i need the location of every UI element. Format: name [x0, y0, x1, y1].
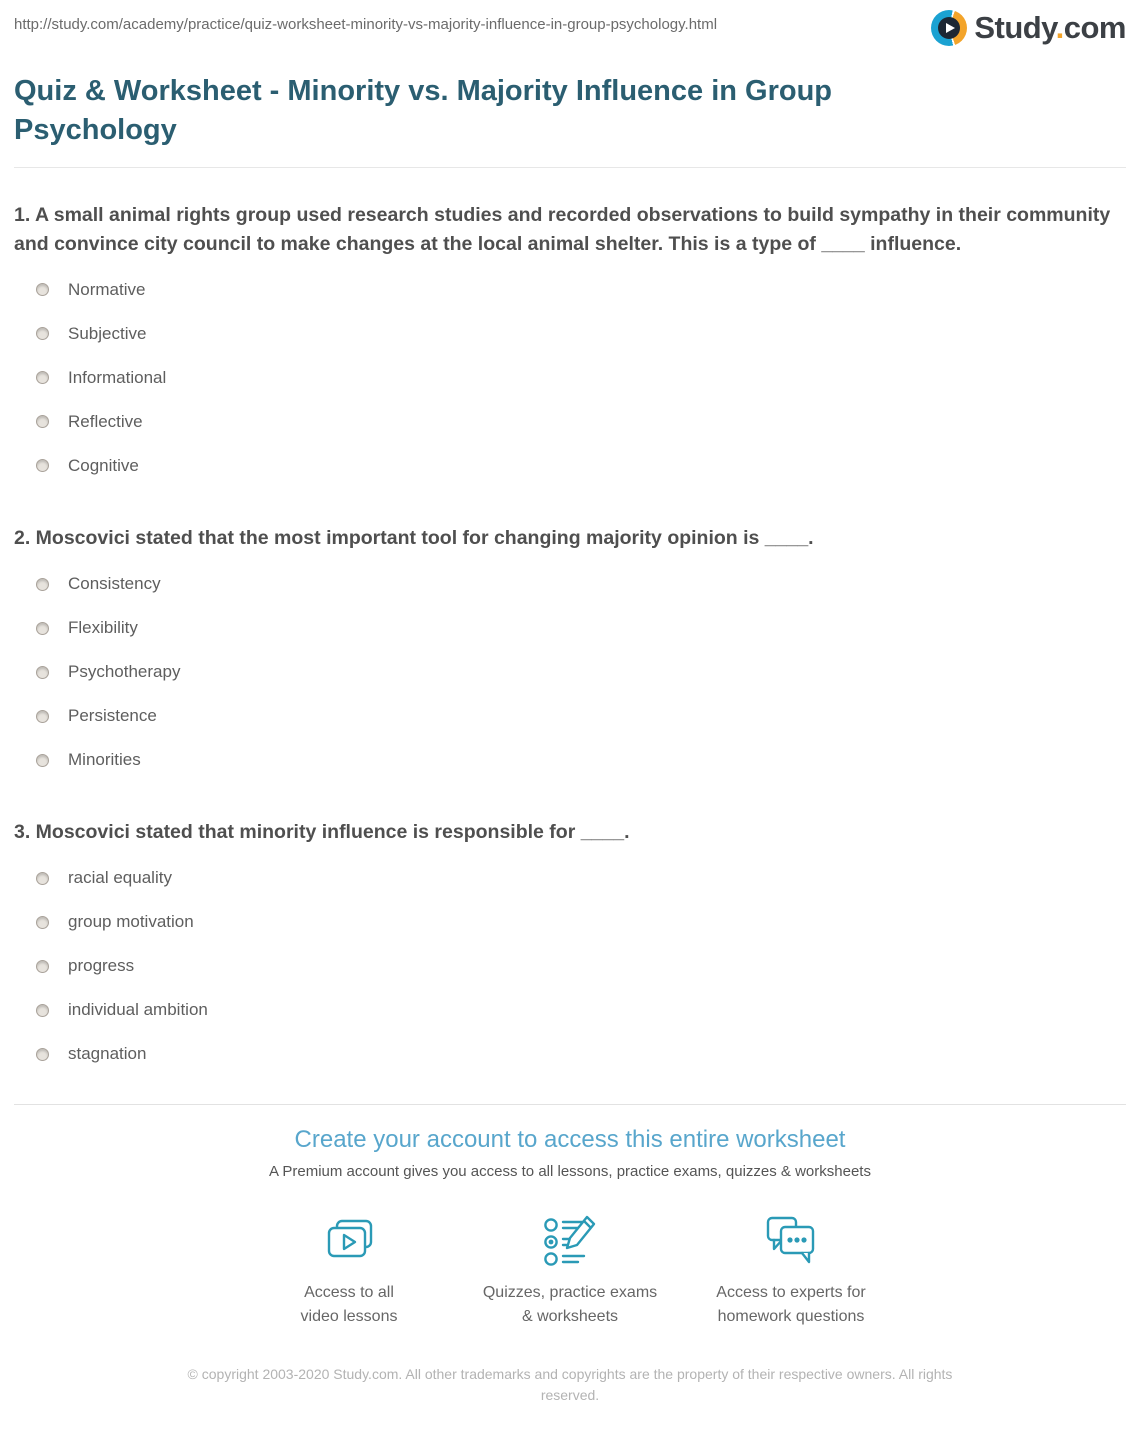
option-label: group motivation	[68, 912, 194, 932]
question-3-options	[14, 856, 1126, 1076]
cta-subheading: A Premium account gives you access to all lessons, practice exams, quizzes & worksheets	[269, 1163, 871, 1181]
radio-button[interactable]	[36, 371, 49, 384]
answer-option[interactable]	[14, 1032, 1126, 1076]
question-2-text: 2. Moscovici stated that the most important tool for changing majority opinion is ____.	[14, 526, 814, 549]
feature-label-line: Access to all	[304, 1284, 394, 1302]
radio-button[interactable]	[36, 578, 49, 591]
option-label: Minorities	[68, 750, 141, 770]
feature-label-line: video lessons	[300, 1307, 398, 1325]
option-label: Consistency	[68, 574, 161, 594]
option-label: progress	[68, 956, 135, 976]
radio-button[interactable]	[36, 459, 49, 472]
option-label: Reflective	[68, 411, 143, 431]
radio-button[interactable]	[36, 327, 49, 340]
radio-button[interactable]	[36, 1004, 49, 1017]
option-label: Informational	[68, 367, 167, 387]
feature-label	[694, 1281, 889, 1327]
answer-option[interactable]	[14, 988, 1126, 1032]
cta-section	[14, 1126, 1126, 1327]
answer-option[interactable]	[14, 694, 1126, 738]
feature-label	[473, 1281, 668, 1327]
question-1	[14, 201, 1126, 488]
features-row	[14, 1212, 1126, 1327]
feature-label-line: Quizzes, practice exams	[482, 1284, 658, 1302]
feature-label-line: Access to experts for	[716, 1284, 866, 1302]
page-title: Quiz & Worksheet - Minority vs. Majority Influence in Group Psychology	[14, 75, 833, 147]
radio-button[interactable]	[36, 415, 49, 428]
copyright-text: © copyright 2003-2020 Study.com. All other trademarks and copyrights are the property of their respective owners. All rights reserved.	[187, 1365, 953, 1404]
option-label: Subjective	[68, 323, 147, 343]
question-1-text: 1. A small animal rights group used research studies and recorded observations to build sympathy in their community and convince city council to make changes at the local animal shelter. This is a type of ____ influence.	[14, 204, 1111, 255]
feature-video-lessons	[252, 1212, 447, 1327]
option-label: stagnation	[68, 1044, 147, 1064]
radio-button[interactable]	[36, 1048, 49, 1061]
option-label: Cognitive	[68, 455, 139, 475]
feature-label-line: homework questions	[717, 1307, 865, 1325]
option-label: individual ambition	[68, 1000, 208, 1020]
feature-label-line: & worksheets	[521, 1307, 619, 1325]
quiz-body	[14, 201, 1126, 1076]
feature-quizzes-worksheets	[473, 1212, 668, 1327]
answer-option[interactable]	[14, 650, 1126, 694]
radio-button[interactable]	[36, 754, 49, 767]
answer-option[interactable]	[14, 856, 1126, 900]
answer-option[interactable]	[14, 738, 1126, 782]
title-divider	[14, 167, 1126, 168]
question-1-options	[14, 268, 1126, 488]
option-label: Flexibility	[68, 618, 138, 638]
answer-option[interactable]	[14, 444, 1126, 488]
feature-homework-experts	[694, 1212, 889, 1327]
logo-study-text: Study	[974, 10, 1056, 45]
studycom-logo[interactable]	[931, 10, 1126, 46]
video-lessons-icon	[252, 1212, 447, 1270]
answer-option[interactable]	[14, 900, 1126, 944]
option-label: racial equality	[68, 868, 172, 888]
cta-heading[interactable]: Create your account to access this entire worksheet	[294, 1126, 846, 1154]
question-2	[14, 524, 1126, 782]
radio-button[interactable]	[36, 916, 49, 929]
radio-button[interactable]	[36, 710, 49, 723]
answer-option[interactable]	[14, 400, 1126, 444]
page-url: http://study.com/academy/practice/quiz-worksheet-minority-vs-majority-influence-in-group-psychology.html	[14, 16, 718, 33]
radio-button[interactable]	[36, 872, 49, 885]
studycom-play-icon	[931, 10, 967, 46]
studycom-logo-text	[974, 10, 1126, 46]
chat-experts-icon	[694, 1212, 889, 1270]
logo-dot: .	[1055, 10, 1064, 45]
header	[14, 0, 1126, 46]
option-label: Psychotherapy	[68, 662, 181, 682]
answer-option[interactable]	[14, 268, 1126, 312]
radio-button[interactable]	[36, 283, 49, 296]
answer-option[interactable]	[14, 944, 1126, 988]
question-2-options	[14, 562, 1126, 782]
feature-label	[252, 1281, 447, 1327]
question-3	[14, 818, 1126, 1076]
answer-option[interactable]	[14, 562, 1126, 606]
option-label: Normative	[68, 279, 146, 299]
answer-option[interactable]	[14, 356, 1126, 400]
question-3-text: 3. Moscovici stated that minority influence is responsible for ____.	[14, 821, 630, 844]
answer-option[interactable]	[14, 606, 1126, 650]
radio-button[interactable]	[36, 960, 49, 973]
radio-button[interactable]	[36, 666, 49, 679]
cta-divider	[14, 1104, 1126, 1105]
option-label: Persistence	[68, 706, 157, 726]
logo-com-text: com	[1063, 10, 1126, 45]
footer	[14, 1364, 1126, 1433]
radio-button[interactable]	[36, 622, 49, 635]
answer-option[interactable]	[14, 312, 1126, 356]
quizzes-worksheets-icon	[473, 1212, 668, 1270]
